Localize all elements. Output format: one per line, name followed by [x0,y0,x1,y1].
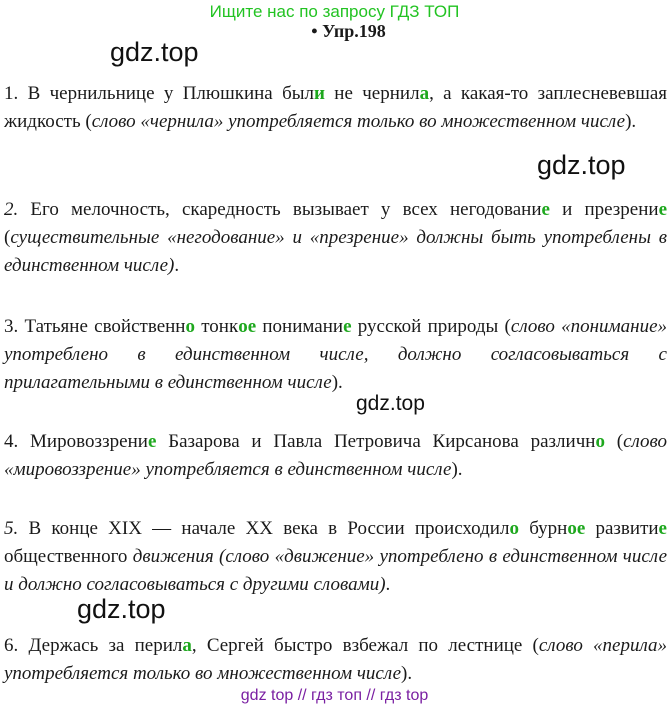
item-text: ). [625,111,637,132]
item-text: , Сергей быстро взбежал по лестнице ( [191,635,539,656]
ending-highlight: ое [567,518,586,539]
watermark: gdz.top [537,150,626,180]
item-text: бурн [518,518,568,539]
item-text: ( [4,227,11,248]
item-text: Мировоззрени [18,431,148,452]
item-note: существительные «негодование» и «презрение» должны быть употреблены в единственном числе) [4,227,667,276]
exercise-item-6 [4,632,667,688]
ending-highlight: е [658,518,667,539]
watermark: gdz.top [356,392,425,415]
item-text: общественного [4,546,133,567]
item-text: Его мелочность, скаредность вызывает у всех негодовани [18,199,542,220]
ending-highlight: а [182,635,192,656]
item-text: развити [585,518,659,539]
ending-highlight: о [595,431,605,452]
watermark: gdz.top [77,594,166,624]
footer-links: gdz top // гдз топ // гдз top [240,687,429,704]
ending-highlight: о [509,518,519,539]
page-title: • Упр.198 [311,21,386,41]
item-number: 2. [4,199,19,220]
item-number: 3. [4,316,19,337]
exercise-item-1 [4,80,667,136]
ending-highlight: е [658,199,667,220]
item-note: слово «перила» употребляется только во множественном числе [4,635,667,684]
item-text: Татьяне свойственн [18,316,186,337]
ending-highlight: е [343,316,352,337]
item-note: слово «понимание» употреблено в единственном числе, должно согласовываться с прилагательными в единственном числе [4,316,668,393]
ending-highlight: а [419,83,430,104]
item-text: ). [401,663,413,684]
item-number: 1. [4,83,19,104]
exercise-item-4 [4,428,667,484]
ending-highlight: е [541,199,550,220]
ending-highlight: о [185,316,195,337]
item-text: . [385,574,391,595]
item-text: и презрени [549,199,659,220]
item-text: ). [451,459,463,480]
item-text: В конце XIX — начале XX века в России происходил [18,518,510,539]
item-text: понимани [256,316,344,337]
ending-highlight: и [314,83,325,104]
exercise-item-5 [4,515,667,599]
item-text: тонк [194,316,239,337]
item-note: слово «мировоззрение» употребляется в единственном числе [4,431,668,480]
item-text: Базарова и Павла Петровича Кирсанова различн [156,431,596,452]
item-note: движения (слово «движение» употреблено в единственном числе и должно согласовываться с другими словами) [4,546,667,595]
item-text: Держась за перил [18,635,183,656]
item-text: ( [604,431,624,452]
item-text: русской природы ( [351,316,511,337]
ending-highlight: ое [238,316,257,337]
item-number: 5. [4,518,19,539]
search-banner: Ищите нас по запросу ГДЗ ТОП [209,2,460,21]
item-text: . [174,255,180,276]
item-text: , а какая-то заплесневевшая жидкость ( [4,83,667,132]
item-text: не чернил [324,83,420,104]
ending-highlight: е [147,431,157,452]
exercise-item-3 [4,313,667,397]
item-number: 4. [4,431,19,452]
item-number: 6. [4,635,19,656]
item-note: слово «чернила» употребляется только во множественном числе [91,111,626,132]
exercise-item-2 [4,196,667,280]
item-text: В чернильнице у Плюшкина был [18,83,314,104]
watermark: gdz.top [110,37,199,67]
item-text: ). [331,372,343,393]
